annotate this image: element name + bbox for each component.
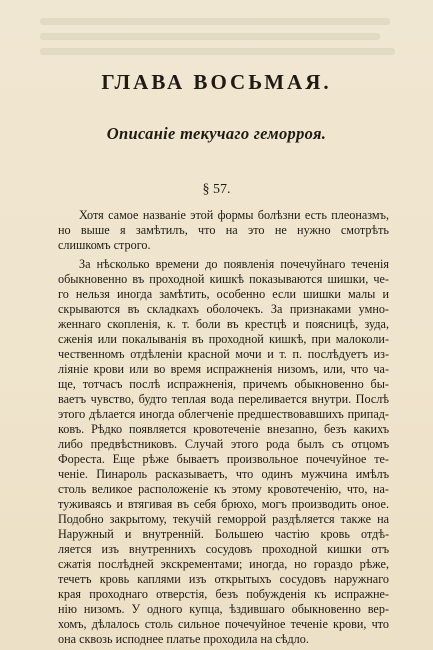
text-line: ченіе. Пинароль расказываетъ, что одинъ мужчина имѣлъ [58,467,389,481]
text-line: края проходнаго отверстія, безъ побужденія къ испражне- [58,587,389,601]
text-line: сжатія послѣдней экскрементами; иногда, но гораздо рѣже, [58,557,389,571]
chapter-subtitle: Описаніе текучаго геморроя. [106,124,327,143]
show-through-line [40,18,390,25]
text-line: ваетъ чувство, будто теплая вода переливается внутри. Послѣ [58,392,389,406]
text-line: Наружный и внутренній. Большею частію кровь отдѣ- [58,527,389,541]
text-line: либо предвѣстниковъ. Случай этого рода былъ съ отцомъ [58,437,389,451]
text-line: ковъ. Рѣдко появляется кровотеченіе внезапно, безъ какихъ [58,422,389,436]
text-line: ще, тотчасъ послѣ испражненія, причемъ обыкновенно бы- [58,377,389,391]
text-line: столь великое расположеніе къ этому кровотеченію, что, на- [58,482,389,496]
text-line: го нельзя иногда замѣтить, особенно если шишки малы и [58,287,389,301]
text-line: слишкомъ строго. [58,238,151,252]
text-line: За нѣсколько времени до появленія почечуйнаго теченія [79,257,389,271]
text-line: сженія или покалыванія въ проходной кишкѣ, при малоколи- [58,332,389,346]
text-line: Хотя самое названіе этой формы болѣзни есть плеоназмъ, [79,208,389,222]
section-number: § 57. [202,182,231,197]
text-line: течетъ кровь каплями изъ открытыхъ сосудовъ наружнаго [58,572,389,586]
text-line: Подобно закрытому, текучій геморрой раздѣляется также на [58,512,389,526]
text-line: ліяніе крови или во время испражненія низомъ, или, что ча- [58,362,389,376]
text-line: Фореста. Еще рѣже бываетъ произвольное почечуйное те- [58,452,389,466]
text-line: туживаясь и втягивая въ себя брюхо, могъ производить оное. [58,497,389,511]
text-line: женнаго скопленія, к. т. боли въ крестцѣ и поясницѣ, зуда, [58,317,389,331]
text-line: чественномъ отдѣленіи красной мочи и т. п. послѣдуетъ из- [58,347,389,361]
text-line: нію низомъ. У одного купца, ѣздившаго обыкновенно вер- [58,602,389,616]
text-line: но выше я замѣтилъ, что на это не нужно смотрѣть [58,223,389,237]
chapter-title: ГЛАВА ВОСЬМАЯ. [101,70,332,94]
text-line: этого дѣлается иногда облегченіе предшествовавшихъ припад- [58,407,389,421]
text-line: обыкновенно въ проходной кишкѣ показываются шишки, че- [58,272,389,286]
text-line: она сквозь исподнее платье проходила на сѣдло. [58,632,309,646]
text-line: скрываются въ складкахъ оболочекъ. За признаками умно- [58,302,389,316]
text-line: хомъ, дѣлалось столь сильное почечуйное теченіе крови, что [58,617,389,631]
show-through-line [40,33,380,40]
show-through-line [40,48,395,55]
text-line: ляется изъ внутреннихъ сосудовъ проходной кишки отъ [58,542,389,556]
